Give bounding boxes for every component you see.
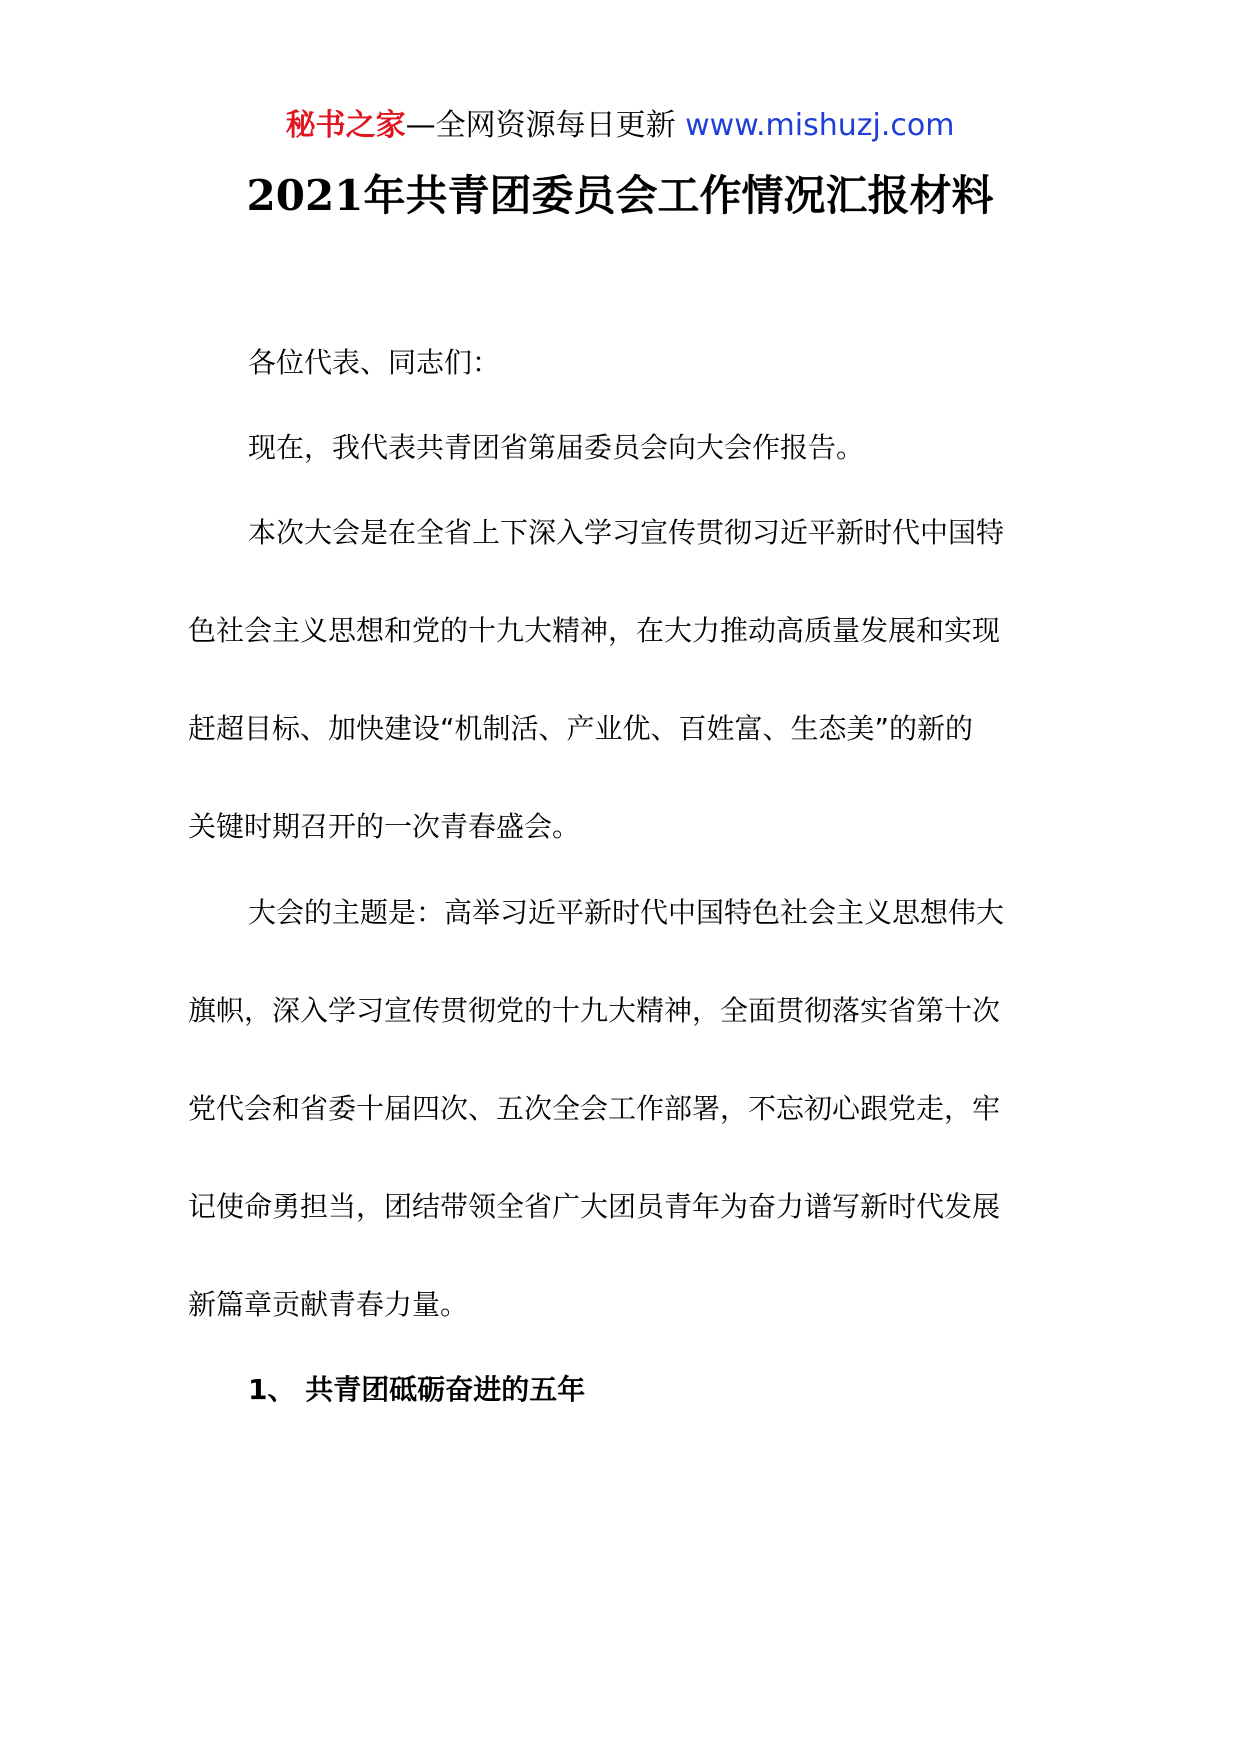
document-title: 2021年共青团委员会工作情况汇报材料 bbox=[246, 171, 994, 220]
paragraph-line: 党代会和省委十届四次、五次全会工作部署，不忘初心跟党走，牢 bbox=[188, 1092, 1001, 1125]
paragraph-line: 色社会主义思想和党的十九大精神，在大力推动高质量发展和实现 bbox=[188, 614, 1001, 647]
site-brand: 秘书之家 bbox=[285, 108, 406, 143]
paragraph-line: 新篇章贡献青春力量。 bbox=[188, 1288, 469, 1321]
paragraph-line: 关键时期召开的一次青春盛会。 bbox=[188, 810, 581, 843]
section-heading: 1、 共青团砥砺奋进的五年 bbox=[248, 1373, 586, 1406]
paragraph-line: 记使命勇担当，团结带领全省广大团员青年为奋力谱写新时代发展 bbox=[188, 1190, 1001, 1223]
site-header bbox=[0, 106, 1240, 146]
intro-paragraph: 现在，我代表共青团省第届委员会向大会作报告。 bbox=[248, 431, 865, 464]
site-url-link[interactable]: www.mishuzj.com bbox=[685, 108, 955, 143]
paragraph-line: 大会的主题是：高举习近平新时代中国特色社会主义思想伟大 bbox=[248, 896, 1005, 929]
salutation: 各位代表、同志们： bbox=[248, 346, 501, 379]
paragraph-line: 旗帜，深入学习宣传贯彻党的十九大精神，全面贯彻落实省第十次 bbox=[188, 994, 1001, 1027]
paragraph-line: 赶超目标、加快建设“机制活、产业优、百姓富、生态美”的新的 bbox=[188, 712, 974, 745]
paragraph-line: 本次大会是在全省上下深入学习宣传贯彻习近平新时代中国特 bbox=[248, 516, 1005, 549]
site-tagline: —全网资源每日更新 bbox=[405, 108, 686, 143]
